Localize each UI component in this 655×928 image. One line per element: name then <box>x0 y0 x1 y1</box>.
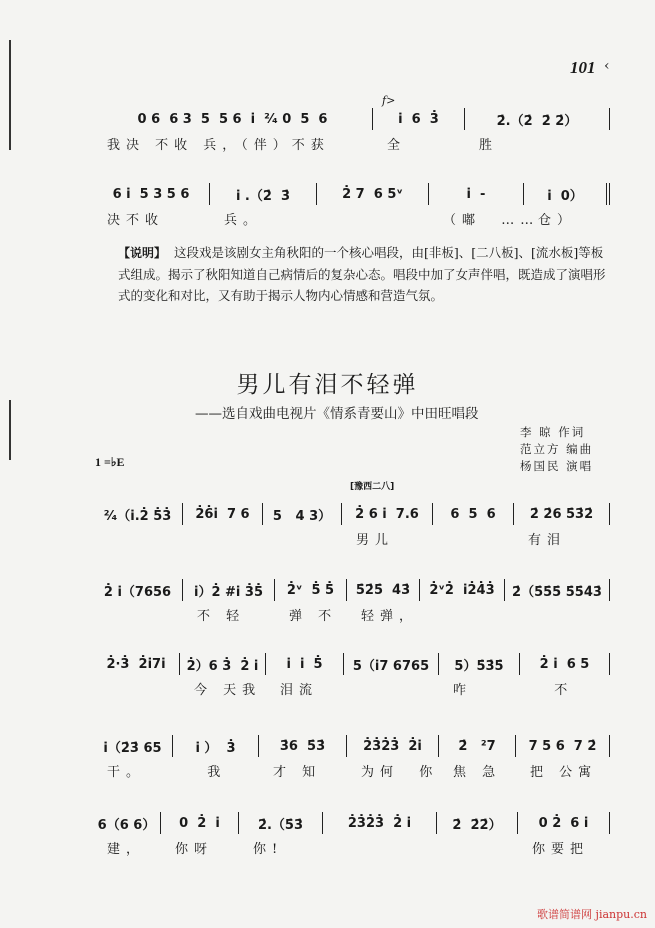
measure: 0 2̇ i̇ <box>161 812 239 834</box>
lyric: 仓） <box>538 213 577 228</box>
lyrics-line <box>93 605 610 623</box>
measure: 2̇6̇i̇ 7 6 <box>183 503 263 525</box>
measure: 2̇.（2̇ 2̇ 2̇） <box>465 108 610 130</box>
measure: i̇ .（2̇ 3̇ <box>210 183 317 205</box>
lyric: 不 轻 <box>197 609 246 624</box>
measure: 0 2̇ 6 i̇ <box>518 812 610 834</box>
notes-line <box>93 735 610 757</box>
lyric: 兵。 <box>224 213 263 228</box>
measure: 2̇·3̇ 2̇i̇7i̇ <box>93 653 180 675</box>
lyric <box>323 838 437 856</box>
lyrics-line <box>93 209 610 227</box>
score-row <box>93 94 610 153</box>
lyric <box>93 605 183 623</box>
credit-arranger: 范立方 编曲 <box>520 442 594 456</box>
credit-singer: 杨国民 演唱 <box>520 459 594 473</box>
lyric <box>263 529 342 547</box>
measure: 2̇ 2̇6 5̇3̇2̇ <box>514 503 610 525</box>
measure: 2̇ 2̇2̇） <box>437 812 518 834</box>
lyric: 为何 你 <box>361 765 439 780</box>
description-text: 这段戏是该剧女主角秋阳的一个核心唱段，由[非板]、[二八板]、[流水板]等板式组成。揭示了秋阳知道自己病情后的复杂心态。唱段中加了女声伴唱，既造成了演唱形式的变化和对比，又有助于揭示人物内心情感和营造气氛。 <box>118 245 606 303</box>
measure: 6 i̇ 5 3 5 6 <box>93 183 210 205</box>
lyric: 胜 <box>479 138 499 153</box>
measure: 5̇2̇5̇ 4̇3̇ <box>347 579 420 601</box>
measure: i̇（2̇3̇ 65 <box>93 735 173 757</box>
lyrics-line <box>93 679 610 697</box>
lyric <box>344 679 439 697</box>
watermark-cn: 歌谱简谱网 <box>537 908 593 921</box>
measure: 6（6 6） <box>93 812 161 834</box>
lyric: （嘟 …… <box>443 213 540 228</box>
measure: 3̇6 5̇3̇ <box>259 735 347 757</box>
description-label: 【说明】 <box>118 246 167 260</box>
measure: 2̇）6 3̇ 2̇ i̇ <box>180 653 266 675</box>
lyric <box>437 838 518 856</box>
score-row <box>93 579 610 623</box>
song-subtitle: ——选自戏曲电视片《情系青要山》中田旺唱段 <box>195 406 479 422</box>
lyric: 焦 急 <box>453 765 502 780</box>
notes-line <box>93 183 610 205</box>
measure: 0 6 6 3 5 5 6 i̇ ²⁄₄ 0 5 6 <box>93 108 373 130</box>
lyrics-line <box>93 134 610 152</box>
lyric: 我决 不收 兵，（伴）不获 <box>107 138 330 153</box>
notes-line <box>93 579 610 601</box>
lyric: 有泪 <box>528 533 567 548</box>
lyric <box>420 605 505 623</box>
measure: 5）5̇3̇5̇ <box>439 653 520 675</box>
measure: 5 4 3） <box>263 503 342 525</box>
measure: 2̇ᵛ 5̇ 5̇ <box>275 579 347 601</box>
lyric: 才 知 <box>273 765 322 780</box>
measure: i̇）2̇ #i̇ 3̇5̇ <box>183 579 275 601</box>
watermark <box>537 906 647 922</box>
lyric: 不 <box>534 683 574 698</box>
credit-lyricist: 李 晾 作词 <box>520 425 586 439</box>
scan-edge-mark <box>9 400 11 460</box>
watermark-url: jianpu.cn <box>595 908 647 921</box>
section-label: [豫西二八] <box>350 482 395 492</box>
score-row <box>93 735 610 779</box>
lyric: 咋 <box>453 683 473 698</box>
measure: 5（i̇7 6765 <box>344 653 439 675</box>
notes-line <box>93 503 610 525</box>
lyric: 弹 不 <box>289 609 338 624</box>
lyric <box>505 605 610 623</box>
page-corner-mark-icon: ‹ <box>604 58 610 74</box>
lyric: 建， <box>107 842 146 857</box>
lyric <box>183 529 263 547</box>
lyrics-line <box>93 529 610 547</box>
measure: i̇ 0） <box>524 183 610 205</box>
lyric: 干。 <box>107 765 146 780</box>
lyric <box>93 529 183 547</box>
measure: 2̇ ²7 <box>439 735 516 757</box>
scan-edge-mark <box>9 40 11 150</box>
measure: 2̇3̇2̇3̇ 2̇ i̇ <box>323 812 437 834</box>
lyrics-line <box>93 761 610 779</box>
measure: i̇ i̇ 5̇ <box>266 653 344 675</box>
measure: 2̇ i̇ 6 5 <box>520 653 610 675</box>
measure: 6 5 6 <box>433 503 514 525</box>
score-row <box>93 183 610 227</box>
description <box>118 242 608 306</box>
measure: 2̇ 7 6 5ᵛ <box>317 183 429 205</box>
lyric: 我 <box>187 765 227 780</box>
lyric: 今 天我 <box>194 683 262 698</box>
lyric: 你! <box>253 842 284 857</box>
lyric <box>317 209 429 227</box>
measure: 2̇ i̇（7656 <box>93 579 183 601</box>
measure: 7 5 6 7 2̇ <box>516 735 610 757</box>
notes-line <box>93 653 610 675</box>
measure: ²⁄₄（i̇.2̇ 5̇3̇ <box>93 503 183 525</box>
dynamic-marking: f> <box>382 94 396 107</box>
score-row <box>93 653 610 697</box>
score-row <box>93 503 610 547</box>
song-title: 男儿有泪不轻弹 <box>236 372 419 398</box>
measure: i̇ 6 3̇ <box>373 108 465 130</box>
lyric: 你呀 <box>175 842 214 857</box>
lyric <box>93 679 180 697</box>
score-row <box>93 812 610 856</box>
lyric: 男儿 <box>356 533 395 548</box>
measure: 2̇ᵛ2̇ i̇2̇4̇3̇ <box>420 579 505 601</box>
credits <box>520 424 593 475</box>
measure: 2̇.（5̇3̇ <box>239 812 323 834</box>
lyric: 把 公寓 <box>530 765 598 780</box>
lyric: 决不收 <box>107 213 165 228</box>
lyric: 你要把 <box>532 842 590 857</box>
lyric: 泪流 <box>280 683 319 698</box>
lyric: 轻弹， <box>361 609 419 624</box>
measure: 2̇（5̇5̇5̇ 5̇5̇4̇3̇ <box>505 579 610 601</box>
key-signature: 1 =♭E <box>95 455 125 469</box>
notes-line <box>93 812 610 834</box>
measure: 2̇ 6 i̇ 7.6 <box>342 503 433 525</box>
notes-line <box>93 108 610 130</box>
lyrics-line <box>93 838 610 856</box>
lyric: 全 <box>387 138 407 153</box>
measure: 2̇3̇2̇3̇ 2̇i̇ <box>347 735 439 757</box>
measure: i̇ ） 3̇ <box>173 735 259 757</box>
measure: i̇ - <box>429 183 524 205</box>
page-number: 101 <box>570 58 596 77</box>
lyric <box>433 529 514 547</box>
